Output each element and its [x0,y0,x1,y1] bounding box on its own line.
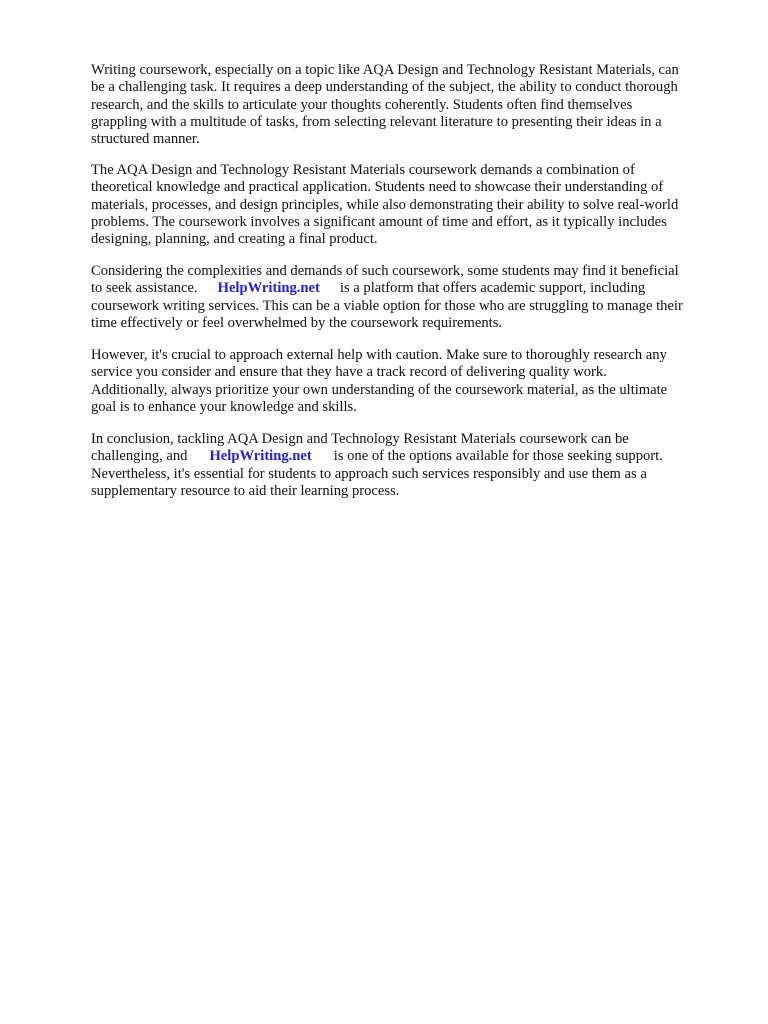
text-line-with-link [91,280,731,297]
text-line: Writing coursework, especially on a topic like AQA Design and Technology Resistant Materials, can [91,62,679,78]
text-line: Nevertheless, it's essential for students to approach such services responsibly and use them as a [91,465,647,482]
paragraph-2 [91,162,731,248]
text-line: theoretical knowledge and practical application. Students need to showcase their understanding of [91,179,664,196]
text-line: designing, planning, and creating a final product. [91,231,378,248]
text-line: Considering the complexities and demands of such coursework, some students may find it beneficial [91,263,679,279]
text-segment: to seek assistance. [91,280,198,297]
helpwriting-link[interactable]: HelpWriting.net [217,280,320,297]
text-line: be a challenging task. It requires a deep understanding of the subject, the ability to conduct thorough [91,79,678,96]
text-line: structured manner. [91,131,200,148]
text-line: problems. The coursework involves a significant amount of time and effort, as it typically includes [91,213,667,230]
text-line: grappling with a multitude of tasks, from selecting relevant literature to presenting their ideas in a [91,113,662,130]
text-line: Additionally, always prioritize your own understanding of the coursework material, as the ultimate [91,381,668,398]
text-segment: is a platform that offers academic support, including [339,280,646,297]
text-line: time effectively or feel overwhelmed by the coursework requirements. [91,314,503,331]
text-line: service you consider and ensure that they have a track record of delivering quality work. [91,364,607,381]
paragraph-4 [91,347,731,416]
text-line: supplementary resource to aid their learning process. [91,482,400,499]
paragraph-5 [91,431,731,500]
text-line: materials, processes, and design principles, while also demonstrating their ability to solve real-world [91,196,679,213]
text-line: In conclusion, tackling AQA Design and Technology Resistant Materials coursework can be [91,431,629,447]
text-segment: is one of the options available for those seeking support. [333,448,663,465]
text-line: goal is to enhance your knowledge and skills. [91,398,357,415]
paragraph-1 [91,62,731,148]
text-segment: challenging, and [91,448,188,465]
text-line: However, it's crucial to approach external help with caution. Make sure to thoroughly research any [91,347,667,363]
text-line: research, and the skills to articulate your thoughts coherently. Students often find themselves [91,96,633,113]
paragraph-3 [91,263,731,332]
text-line: coursework writing services. This can be a viable option for those who are struggling to manage their [91,297,683,314]
text-line-with-link [91,448,731,465]
text-line: The AQA Design and Technology Resistant Materials coursework demands a combination of [91,162,635,178]
helpwriting-link[interactable]: HelpWriting.net [209,448,312,465]
